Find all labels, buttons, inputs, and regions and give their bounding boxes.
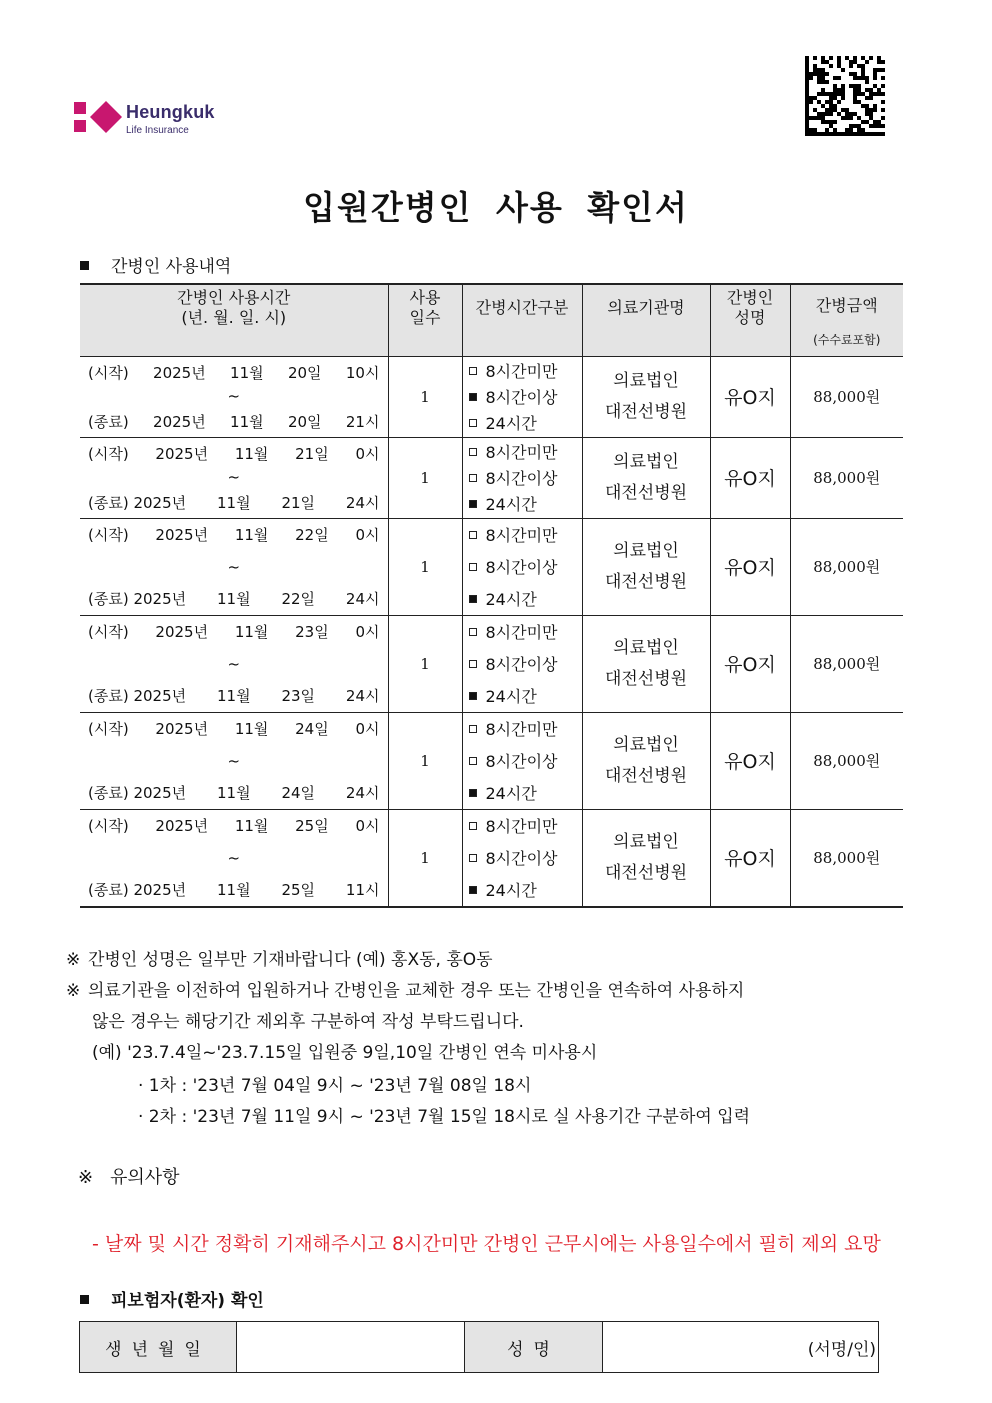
- page-title: 입원간병인 사용 확인서: [303, 188, 689, 227]
- period-tilde: ~: [227, 557, 241, 576]
- period-part: 11월: [234, 817, 269, 835]
- period-part: 0시: [355, 817, 380, 835]
- birth-label: 생년월일: [80, 1322, 237, 1373]
- period-part: 11월: [230, 412, 264, 431]
- confirm-table: [79, 1321, 879, 1373]
- caregiver-cell: 유O지: [710, 437, 790, 518]
- period-part: 11월: [217, 590, 251, 608]
- period-cell: [80, 615, 388, 712]
- period-part: 2025년: [153, 363, 206, 382]
- period-part: 11월: [234, 526, 269, 544]
- period-part: 24일: [281, 784, 316, 802]
- table-row: [80, 615, 903, 712]
- unchecked-box-icon[interactable]: [469, 448, 477, 456]
- period-part: 22일: [295, 526, 329, 544]
- period-part: 2025년: [155, 720, 209, 738]
- period-part: 21시: [345, 412, 380, 431]
- signature-field[interactable]: [603, 1322, 879, 1373]
- period-part: 24시: [345, 590, 380, 608]
- period-part: 20일: [287, 412, 322, 431]
- period-part: 11월: [234, 720, 269, 738]
- period-cell: [80, 809, 388, 907]
- unchecked-box-icon[interactable]: [469, 419, 477, 427]
- square-bullet-icon: [80, 1295, 89, 1304]
- section-title: 간병인 사용내역: [111, 257, 232, 277]
- days-cell: 1: [388, 712, 462, 809]
- period-part: 11월: [217, 784, 251, 802]
- period-start: [88, 522, 380, 548]
- period-part: 24시: [345, 687, 380, 705]
- logo-brand: Heungkuk: [126, 102, 215, 122]
- option-1[interactable]: 8시간이상: [469, 648, 582, 680]
- option-0[interactable]: 8시간미만: [469, 439, 582, 465]
- option-0[interactable]: 8시간미만: [469, 616, 582, 648]
- period-part: (종료) 2025년: [88, 493, 187, 512]
- amount-cell: 88,000원: [790, 615, 903, 712]
- period-start: [88, 440, 380, 466]
- header-amount: 간병금액 (수수료포함): [790, 284, 903, 356]
- unchecked-box-icon[interactable]: [469, 822, 477, 830]
- type-cell: [462, 712, 582, 809]
- option-2[interactable]: 24시간: [469, 583, 582, 615]
- option-2[interactable]: 24시간: [469, 491, 582, 517]
- period-part: 24시: [345, 784, 380, 802]
- amount-cell: 88,000원: [790, 356, 903, 437]
- option-2[interactable]: 24시간: [469, 874, 582, 906]
- amount-cell: 88,000원: [790, 809, 903, 907]
- header-days: 사용 일수: [388, 284, 462, 356]
- unchecked-box-icon[interactable]: [469, 757, 477, 765]
- caregiver-cell: 유O지: [710, 356, 790, 437]
- hospital-cell: 의료법인 대전선병원: [582, 356, 710, 437]
- note-example-2: · 2차 : '23년 7월 11일 9시 ~ '23년 7월 15일 18시로 실 사용기간 구분하여 입력: [138, 1107, 751, 1127]
- hospital-cell: 의료법인 대전선병원: [582, 712, 710, 809]
- caregiver-cell: 유O지: [710, 615, 790, 712]
- period-cell: [80, 356, 388, 437]
- period-start: [88, 716, 380, 742]
- option-2[interactable]: 24시간: [469, 680, 582, 712]
- period-part: 25일: [281, 881, 316, 899]
- period-part: 2025년: [153, 412, 206, 431]
- period-cell: [80, 437, 388, 518]
- checked-box-icon[interactable]: [469, 393, 477, 401]
- amount-cell: 88,000원: [790, 518, 903, 615]
- option-0[interactable]: 8시간미만: [469, 519, 582, 551]
- signature-hint: (서명/인): [807, 1339, 876, 1360]
- checked-box-icon[interactable]: [469, 692, 477, 700]
- period-part: (종료): [88, 412, 129, 431]
- unchecked-box-icon[interactable]: [469, 854, 477, 862]
- period-end: [88, 489, 380, 515]
- period-cell: [80, 712, 388, 809]
- checked-box-icon[interactable]: [469, 500, 477, 508]
- period-start: [88, 359, 380, 385]
- option-1[interactable]: 8시간이상: [469, 551, 582, 583]
- period-part: 23일: [295, 623, 329, 641]
- caregiver-cell: 유O지: [710, 712, 790, 809]
- unchecked-box-icon[interactable]: [469, 725, 477, 733]
- period-end: [88, 683, 380, 709]
- period-tilde: ~: [227, 468, 241, 486]
- unchecked-box-icon[interactable]: [469, 367, 477, 375]
- period-part: 11시: [345, 881, 380, 899]
- period-part: 2025년: [155, 623, 209, 641]
- table-row: [80, 437, 903, 518]
- type-cell: [462, 809, 582, 907]
- data-matrix-icon: [805, 56, 885, 136]
- option-1[interactable]: 8시간이상: [469, 384, 582, 410]
- option-2[interactable]: 24시간: [469, 410, 582, 436]
- days-cell: 1: [388, 615, 462, 712]
- period-part: 24시: [345, 493, 380, 512]
- period-tilde: ~: [227, 848, 241, 867]
- caregiver-cell: 유O지: [710, 809, 790, 907]
- section-heading-confirm: [80, 1286, 264, 1311]
- period-tilde: ~: [227, 751, 241, 770]
- option-2[interactable]: 24시간: [469, 777, 582, 809]
- type-cell: [462, 518, 582, 615]
- period-part: (종료) 2025년: [88, 881, 187, 899]
- type-cell: [462, 615, 582, 712]
- period-end: [88, 780, 380, 806]
- period-part: 0시: [355, 720, 380, 738]
- hospital-cell: 의료법인 대전선병원: [582, 518, 710, 615]
- period-end: [88, 586, 380, 612]
- checked-box-icon[interactable]: [469, 886, 477, 894]
- unchecked-box-icon[interactable]: [469, 474, 477, 482]
- period-part: (시작): [88, 526, 129, 544]
- option-0[interactable]: 8시간미만: [469, 358, 582, 384]
- name-label: 성명: [465, 1322, 603, 1373]
- header-hospital: 의료기관명: [582, 284, 710, 356]
- period-part: 2025년: [155, 526, 209, 544]
- period-part: 11월: [217, 881, 251, 899]
- period-part: 2025년: [155, 444, 209, 463]
- unchecked-box-icon[interactable]: [469, 563, 477, 571]
- section-heading-usage: [80, 252, 231, 277]
- period-part: (시작): [88, 623, 129, 641]
- period-part: 10시: [345, 363, 380, 382]
- caution-heading: ※ 유의사항: [78, 1167, 180, 1188]
- caregiver-cell: 유O지: [710, 518, 790, 615]
- type-cell: [462, 437, 582, 518]
- birth-field[interactable]: [237, 1322, 465, 1373]
- period-part: 23일: [281, 687, 316, 705]
- period-part: (종료) 2025년: [88, 687, 187, 705]
- period-part: (시작): [88, 817, 129, 835]
- period-part: 0시: [355, 526, 380, 544]
- period-tilde: ~: [227, 654, 241, 673]
- period-part: 0시: [355, 444, 380, 463]
- note-example: (예) '23.7.4일~'23.7.15일 입원중 9일,10일 간병인 연속 미사용시: [92, 1043, 598, 1063]
- option-1[interactable]: 8시간이상: [469, 465, 582, 491]
- period-start: [88, 619, 380, 645]
- days-cell: 1: [388, 809, 462, 907]
- amount-cell: 88,000원: [790, 712, 903, 809]
- logo-subtitle: Life Insurance: [126, 125, 189, 136]
- header-period: 간병인 사용시간 (년. 월. 일. 시): [80, 284, 388, 356]
- days-cell: 1: [388, 518, 462, 615]
- period-part: 20일: [287, 363, 322, 382]
- header-type: 간병시간구분: [462, 284, 582, 356]
- period-end: [88, 877, 380, 903]
- logo-mark-icon: [74, 100, 124, 136]
- caution-text: - 날짜 및 시간 정확히 기재해주시고 8시간미만 간병인 근무시에는 사용일수에서 필히 제외 요망: [92, 1233, 881, 1255]
- option-1[interactable]: 8시간이상: [469, 842, 582, 874]
- period-part: 22일: [281, 590, 316, 608]
- note-example-1: · 1차 : '23년 7월 04일 9시 ~ '23년 7월 08일 18시: [138, 1076, 532, 1096]
- note-2-cont: 않은 경우는 해당기간 제외후 구분하여 작성 부탁드립니다.: [92, 1012, 524, 1032]
- period-part: (시작): [88, 444, 129, 463]
- period-tilde: ~: [227, 387, 241, 405]
- period-start: [88, 813, 380, 839]
- unchecked-box-icon[interactable]: [469, 628, 477, 636]
- checked-box-icon[interactable]: [469, 595, 477, 603]
- option-1[interactable]: 8시간이상: [469, 745, 582, 777]
- unchecked-box-icon[interactable]: [469, 531, 477, 539]
- option-0[interactable]: 8시간미만: [469, 810, 582, 842]
- period-part: 11월: [230, 363, 264, 382]
- table-row: [80, 712, 903, 809]
- period-part: 0시: [355, 623, 380, 641]
- table-row: [80, 809, 903, 907]
- period-cell: [80, 518, 388, 615]
- usage-table: [80, 283, 903, 908]
- period-part: 21일: [281, 493, 316, 512]
- section-title: 피보험자(환자) 확인: [111, 1291, 264, 1311]
- period-part: 11월: [217, 687, 251, 705]
- period-part: 2025년: [155, 817, 209, 835]
- period-part: 11월: [234, 623, 269, 641]
- days-cell: 1: [388, 356, 462, 437]
- unchecked-box-icon[interactable]: [469, 660, 477, 668]
- period-part: 24일: [295, 720, 329, 738]
- period-part: (시작): [88, 363, 129, 382]
- company-logo: [74, 100, 244, 140]
- option-0[interactable]: 8시간미만: [469, 713, 582, 745]
- period-part: 11월: [234, 444, 269, 463]
- period-end: [88, 408, 380, 434]
- period-part: (종료) 2025년: [88, 784, 187, 802]
- hospital-cell: 의료법인 대전선병원: [582, 615, 710, 712]
- period-part: 25일: [295, 817, 329, 835]
- note-1: ※ 간병인 성명은 일부만 기재바랍니다 (예) 홍X동, 홍O동: [66, 950, 493, 970]
- note-2: ※ 의료기관을 이전하여 입원하거나 간병인을 교체한 경우 또는 간병인을 연속하여 사용하지: [66, 981, 745, 1001]
- square-bullet-icon: [80, 261, 89, 270]
- period-part: 11월: [217, 493, 251, 512]
- period-part: 21일: [295, 444, 329, 463]
- checked-box-icon[interactable]: [469, 789, 477, 797]
- table-row: [80, 356, 903, 437]
- period-part: (종료) 2025년: [88, 590, 187, 608]
- days-cell: 1: [388, 437, 462, 518]
- header-caregiver: 간병인 성명: [710, 284, 790, 356]
- period-part: (시작): [88, 720, 129, 738]
- table-row: [80, 518, 903, 615]
- hospital-cell: 의료법인 대전선병원: [582, 809, 710, 907]
- hospital-cell: 의료법인 대전선병원: [582, 437, 710, 518]
- amount-cell: 88,000원: [790, 437, 903, 518]
- type-cell: [462, 356, 582, 437]
